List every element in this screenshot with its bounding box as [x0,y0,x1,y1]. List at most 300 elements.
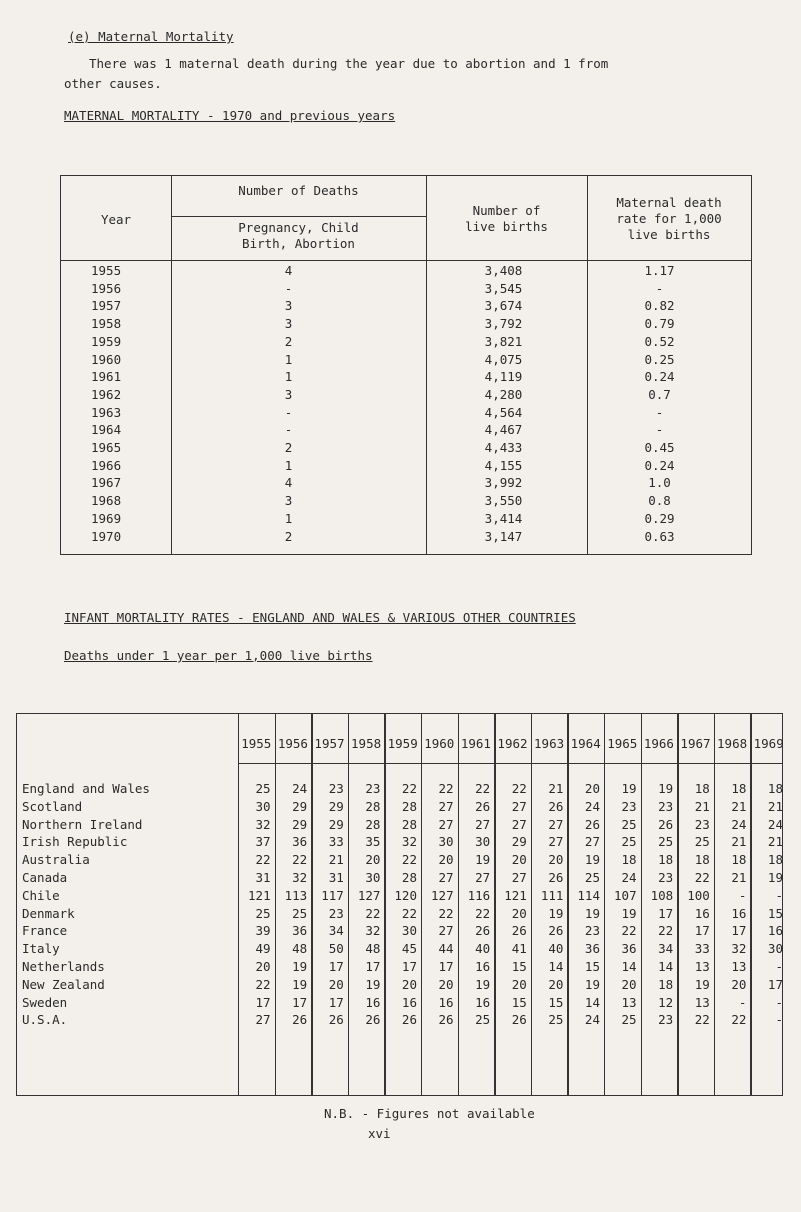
table2-value-cell: 20 [621,976,637,992]
table1-rate-cell: 0.45 [644,440,675,455]
table1-year-cell: 1966 [91,457,122,473]
table2-value-cell: 35 [365,834,381,850]
table1-year-cell: 1961 [91,369,122,385]
table2-value-cell: 27 [475,870,491,885]
table2-value-cell: 23 [658,798,674,814]
table2-value-cell: 22 [621,923,637,939]
table2-value-cell: 20 [731,976,747,992]
table1-year-cell: 1962 [91,386,122,402]
table2-value-cell: 49 [255,941,271,957]
table2-value-cell: 24 [767,816,783,832]
table2-value-cell: 27 [584,834,600,850]
table2-value-cell: 18 [694,781,710,796]
table1-births-cell: 4,433 [484,440,523,455]
table2-value-cell: 15 [511,994,527,1010]
table2-value-cell: 27 [511,816,527,832]
table2-value-cell: 27 [548,816,564,832]
table1-deaths-cell: 3 [284,298,293,314]
table2-value-cell: 18 [731,852,747,868]
table2-value-cell: 25 [658,834,674,850]
table2-value-cell: 26 [658,816,674,832]
table2-value-cell: 19 [365,976,381,992]
table2-value-cell: 15 [511,959,527,974]
table1-rate-cell: - [655,280,664,296]
table2-value-cell: 17 [365,959,381,974]
table2-year-header: 1969 [753,736,784,751]
table2-value-cell: 22 [365,905,381,921]
table2-value-cell: 18 [658,976,674,992]
table2-value-cell: 23 [584,923,600,939]
table1-rate-cell: 0.24 [644,457,675,473]
table2-value-cell: 19 [475,976,491,992]
table2-value-cell: 16 [438,994,454,1010]
table2-value-cell: 19 [694,976,710,992]
col-deaths-sub-1: Pregnancy, Child [238,220,359,235]
table1-births-cell: 4,119 [484,369,523,385]
table2-value-cell: 18 [767,852,783,868]
table2-country-cell: Denmark [22,905,75,921]
table2-value-cell: 23 [694,816,710,832]
table2-value-cell: 25 [548,1012,564,1028]
table2-value-cell: 25 [584,870,600,885]
table2-value-cell: 26 [511,923,527,939]
table2-value-cell: 32 [731,941,747,957]
table2-value-cell: 27 [475,816,491,832]
table2-value-cell: 23 [658,870,674,885]
table1-births-cell: 3,408 [484,263,523,278]
col-deaths-sub-2: Birth, Abortion [242,236,355,251]
table2-value-cell: 25 [255,905,271,921]
table2-value-cell: 19 [658,781,674,796]
table2-value-cell: 23 [328,905,344,921]
table1-year-cell: 1965 [91,440,122,455]
table2-value-cell: 15 [584,959,600,974]
table2-value-cell: 22 [292,852,308,868]
table2-value-cell: 22 [438,781,454,796]
table2-year-header: 1956 [277,736,308,751]
table1-births-cell: 4,467 [484,422,523,438]
table1-births-cell: 3,545 [484,280,523,296]
table1-births-cell: 3,674 [484,298,523,314]
table2-country-cell: England and Wales [22,781,150,796]
table2-value-cell: 36 [292,923,308,939]
table2-value-cell: 21 [767,798,783,814]
table2-value-cell: 28 [401,870,417,885]
table2-value-cell: 24 [584,798,600,814]
table1-rate-cell: 0.63 [644,528,675,544]
table2-value-cell: - [775,994,783,1010]
table2-value-cell: 50 [328,941,344,957]
col-rate-header-2: rate for 1,000 [616,211,722,226]
table2-value-cell: 114 [577,887,600,903]
table2-year-header: 1955 [241,736,272,751]
table2-value-cell: 120 [394,887,417,903]
table2-value-cell: 25 [292,905,308,921]
table2-value-cell: 20 [438,852,454,868]
table2-value-cell: 12 [658,994,674,1010]
col-year-header: Year [100,212,132,227]
table2-value-cell: 19 [292,959,308,974]
table1-deaths-cell: - [284,280,293,296]
table1-rate-cell: - [655,422,664,438]
table2-value-cell: 16 [365,994,381,1010]
table2-value-cell: 20 [511,905,527,921]
table2-value-cell: 17 [401,959,417,974]
table2-value-cell: 25 [621,816,637,832]
table2-value-cell: 13 [694,959,710,974]
table2-year-header: 1968 [717,736,748,751]
table2-year-header: 1961 [460,736,491,751]
table1-deaths-cell: 2 [284,440,293,455]
table2-value-cell: 21 [731,870,747,885]
table2-value-cell: 24 [292,781,308,796]
table2-value-cell: 36 [292,834,308,850]
table2-value-cell: 26 [438,1012,454,1028]
table2-value-cell: 21 [694,798,710,814]
table2-value-cell: 33 [328,834,344,850]
table2-value-cell: 26 [401,1012,417,1028]
table2-country-cell: Canada [22,870,68,885]
table1-deaths-cell: - [284,404,293,420]
table2-value-cell: 27 [438,870,454,885]
table1-births-cell: 4,564 [484,404,523,420]
table2-value-cell: 14 [584,994,600,1010]
table1-deaths-cell: 2 [284,528,293,544]
table2-value-cell: 16 [401,994,417,1010]
table2-value-cell: - [738,887,747,903]
table2-country-cell: U.S.A. [22,1012,68,1028]
table1-births-cell: 3,414 [484,510,523,526]
table1-year-cell: 1960 [91,351,122,367]
table2-value-cell: 107 [614,887,637,903]
table2-value-cell: 37 [255,834,271,850]
table2-value-cell: 26 [292,1012,308,1028]
table2-value-cell: 23 [328,781,344,796]
table1-rate-cell: 0.24 [644,369,675,385]
table1-deaths-cell: 1 [284,510,293,526]
table2-value-cell: 25 [694,834,710,850]
table2-value-cell: 30 [767,941,783,957]
table2-value-cell: 20 [365,852,381,868]
table2-value-cell: 22 [255,852,271,868]
table2-year-header: 1962 [497,736,528,751]
table2-value-cell: 32 [365,923,381,939]
table1-deaths-cell: - [284,422,293,438]
table2-value-cell: 25 [475,1012,491,1028]
col-births-header-2: live births [465,219,548,234]
table2-value-cell: 22 [511,781,527,796]
table1-rate-cell: 0.79 [644,316,675,332]
table2-year-header: 1960 [424,736,455,751]
table2-value-cell: 16 [475,959,491,974]
table2-value-cell: 16 [475,994,491,1010]
table2-country-cell: Northern Ireland [22,816,143,832]
table2-value-cell: 30 [475,834,491,850]
table2-value-cell: 13 [731,959,747,974]
maternal-mortality-table [60,175,752,555]
table2-value-cell: 21 [731,834,747,850]
table2-year-header: 1966 [643,736,674,751]
table2-value-cell: 100 [687,887,710,903]
table2-value-cell: 17 [438,959,454,974]
table2-value-cell: 23 [658,1012,674,1028]
table1-rate-cell: 0.52 [644,333,675,349]
table2-value-cell: 17 [731,923,747,939]
table2-value-cell: 19 [767,870,783,885]
table2-value-cell: 36 [621,941,637,957]
col-rate-header-3: live births [627,227,711,242]
table2-value-cell: 25 [621,1012,637,1028]
footnote: N.B. - Figures not available [324,1106,535,1121]
table1-births-cell: 4,075 [484,351,523,367]
table1-rate-cell: 0.29 [644,510,675,526]
table2-value-cell: 27 [511,798,527,814]
table2-value-cell: 19 [548,905,564,921]
table1-rate-cell: 0.7 [648,386,671,402]
table2-value-cell: 15 [767,905,783,921]
table2-value-cell: 25 [255,781,271,796]
table1-title: MATERNAL MORTALITY - 1970 and previous years [64,108,396,123]
table1-deaths-cell: 3 [284,493,293,509]
table2-value-cell: 34 [658,941,674,957]
table1-births-cell: 4,155 [484,457,523,473]
table2-year-header: 1963 [534,736,565,751]
table2-value-cell: 40 [548,941,564,957]
table1-year-cell: 1956 [91,280,122,296]
table2-value-cell: 32 [292,870,308,885]
table2-value-cell: - [738,994,747,1010]
table2-value-cell: 20 [548,976,564,992]
table2-value-cell: 20 [511,976,527,992]
table2-value-cell: 24 [584,1012,600,1028]
table2-value-cell: 28 [365,816,381,832]
intro-text-2: other causes. [64,76,162,91]
table2-value-cell: 22 [401,905,417,921]
table2-value-cell: 22 [731,1012,747,1028]
table2-value-cell: 17 [767,976,783,992]
table2-value-cell: 26 [328,1012,344,1028]
table2-value-cell: 16 [731,905,747,921]
table2-year-header: 1957 [314,736,345,751]
table2-country-cell: Netherlands [22,959,105,974]
table2-value-cell: 30 [365,870,381,885]
table1-year-cell: 1957 [91,298,122,314]
table1-year-cell: 1968 [91,493,122,509]
table2-value-cell: 24 [621,870,637,885]
table1-births-cell: 3,792 [484,316,523,332]
table1-rate-cell: 0.82 [644,298,675,314]
table2-value-cell: 26 [548,923,564,939]
table2-country-cell: France [22,923,68,939]
table1-rate-cell: 1.17 [644,263,675,278]
table2-value-cell: 15 [548,994,564,1010]
table2-value-cell: 19 [584,976,600,992]
table2-title: INFANT MORTALITY RATES - ENGLAND AND WALES & VARIOUS OTHER COUNTRIES [64,610,576,625]
table2-value-cell: 20 [255,959,271,974]
table2-value-cell: 13 [694,994,710,1010]
table2-value-cell: 45 [401,941,417,957]
table2-value-cell: 19 [621,905,637,921]
table2-value-cell: 27 [511,870,527,885]
table2-value-cell: 39 [255,923,271,939]
table1-deaths-cell: 2 [284,333,293,349]
table2-value-cell: 30 [401,923,417,939]
table2-value-cell: 28 [365,798,381,814]
table2-value-cell: 26 [548,870,564,885]
table2-value-cell: 22 [255,976,271,992]
table2-value-cell: 27 [255,1012,271,1028]
table1-deaths-cell: 1 [284,457,293,473]
table2-value-cell: 33 [694,941,710,957]
table2-value-cell: 22 [475,905,491,921]
table2-value-cell: 16 [694,905,710,921]
table2-value-cell: 40 [475,941,491,957]
page-number: xvi [368,1126,391,1141]
table2-value-cell: 31 [328,870,344,885]
table2-country-cell: Irish Republic [22,834,128,850]
table1-year-cell: 1963 [91,404,122,420]
table2-value-cell: 17 [328,959,344,974]
table2-value-cell: 17 [694,923,710,939]
table2-value-cell: 121 [248,887,271,903]
table2-value-cell: 14 [548,959,564,974]
table2-value-cell: 41 [511,941,527,957]
table2-value-cell: 21 [548,781,564,796]
table2-country-cell: New Zealand [22,976,105,992]
table1-rate-cell: - [655,404,664,420]
table1-year-cell: 1964 [91,422,122,438]
table1-year-cell: 1967 [91,475,122,491]
table2-value-cell: 30 [438,834,454,850]
table2-value-cell: 18 [621,852,637,868]
table2-value-cell: 17 [328,994,344,1010]
table1-deaths-cell: 1 [284,369,293,385]
table2-value-cell: 21 [767,834,783,850]
table2-value-cell: - [775,959,783,974]
table1-births-cell: 4,280 [484,386,523,402]
table2-value-cell: 14 [658,959,674,974]
table2-value-cell: 36 [584,941,600,957]
table1-births-cell: 3,821 [484,333,523,349]
table2-year-header: 1965 [607,736,638,751]
table2-value-cell: 48 [365,941,381,957]
table2-value-cell: 20 [548,852,564,868]
table2-year-header: 1959 [387,736,418,751]
table2-value-cell: 28 [401,798,417,814]
table2-value-cell: 19 [621,781,637,796]
table2-value-cell: 18 [694,852,710,868]
table1-births-cell: 3,992 [484,475,523,491]
table1-births-cell: 3,550 [484,493,523,509]
col-deaths-header: Number of Deaths [238,183,359,198]
table2-value-cell: 26 [511,1012,527,1028]
table1-rate-cell: 0.8 [648,493,671,509]
table2-value-cell: 20 [584,781,600,796]
table2-value-cell: 26 [365,1012,381,1028]
table2-value-cell: 121 [504,887,527,903]
table2-country-cell: Scotland [22,798,83,814]
table1-year-cell: 1955 [91,263,122,278]
table1-rate-cell: 1.0 [648,475,671,491]
table1-deaths-cell: 3 [284,386,293,402]
table2-year-header: 1958 [351,736,382,751]
table2-value-cell: 29 [511,834,527,850]
table2-value-cell: 27 [548,834,564,850]
table1-deaths-cell: 4 [284,475,293,491]
table2-country-cell: Chile [22,887,60,903]
intro-text: There was 1 maternal death during the year due to abortion and 1 from [89,56,609,71]
table2-value-cell: 29 [292,798,308,814]
table2-value-cell: 28 [401,816,417,832]
table2-value-cell: 26 [548,798,564,814]
table2-value-cell: 18 [731,781,747,796]
table1-deaths-cell: 1 [284,351,293,367]
table2-value-cell: 16 [767,923,783,939]
table2-value-cell: 22 [438,905,454,921]
col-births-header-1: Number of [472,203,541,218]
table2-value-cell: 22 [401,781,417,796]
table2-value-cell: 116 [467,887,491,903]
table2-year-header: 1967 [680,736,711,751]
table1-deaths-cell: 3 [284,316,293,332]
table2-value-cell: 24 [731,816,747,832]
table2-value-cell: 23 [365,781,381,796]
table2-value-cell: 32 [255,816,271,832]
table2-value-cell: 19 [584,852,600,868]
table2-country-cell: Italy [22,941,60,957]
table2-country-cell: Australia [22,852,90,868]
table2-value-cell: 22 [694,1012,710,1028]
table2-value-cell: 23 [621,798,637,814]
table2-value-cell: 17 [658,905,674,921]
table2-value-cell: 22 [658,923,674,939]
table2-value-cell: 27 [438,923,454,939]
table2-value-cell: 31 [255,870,271,885]
table2-value-cell: 27 [438,816,454,832]
table2-value-cell: 30 [255,798,271,814]
table1-deaths-cell: 4 [284,263,293,278]
table2-subtitle: Deaths under 1 year per 1,000 live births [64,648,373,663]
table2-value-cell: 108 [650,887,674,903]
table2-value-cell: 29 [292,816,308,832]
table2-value-cell: 19 [475,852,491,868]
table2-value-cell: 29 [328,798,344,814]
table2-value-cell: 117 [321,887,344,903]
table1-births-cell: 3,147 [484,528,523,544]
table2-value-cell: 19 [584,905,600,921]
table2-value-cell: 14 [621,959,637,974]
table1-year-cell: 1970 [91,528,122,544]
table2-value-cell: 25 [621,834,637,850]
section-heading: (e) Maternal Mortality [68,29,234,44]
table2-value-cell: 18 [767,781,783,796]
table2-value-cell: 21 [328,852,344,868]
table2-value-cell: - [775,887,783,903]
table2-country-cell: Sweden [22,994,68,1010]
table2-value-cell: 32 [401,834,417,850]
table1-year-cell: 1969 [91,510,122,526]
table2-value-cell: 19 [292,976,308,992]
table2-value-cell: 29 [328,816,344,832]
table2-value-cell: 26 [475,923,491,939]
table1-rate-cell: 0.25 [644,351,675,367]
table2-value-cell: 13 [621,994,637,1010]
table2-value-cell: 26 [475,798,491,814]
table2-value-cell: 20 [511,852,527,868]
table2-year-header: 1964 [570,736,601,751]
table2-value-cell: 26 [584,816,600,832]
table1-year-cell: 1959 [91,333,122,349]
